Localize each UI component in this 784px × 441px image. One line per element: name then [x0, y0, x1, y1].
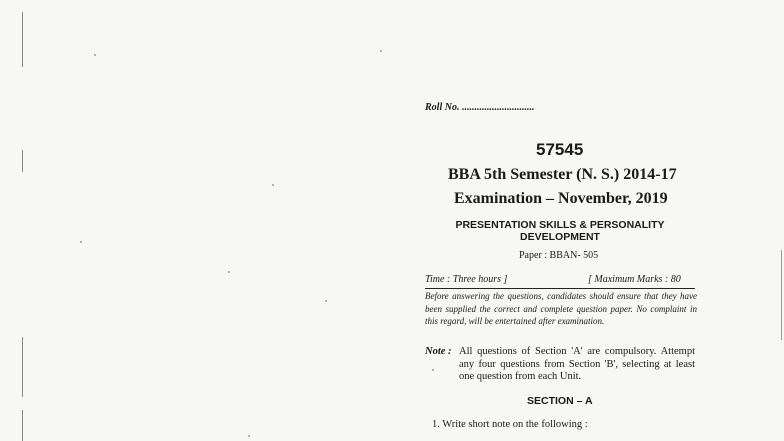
paper-code: 57545	[536, 140, 584, 159]
scan-edge-line	[22, 410, 23, 441]
divider-rule	[425, 288, 695, 289]
section-heading: SECTION – A	[527, 395, 593, 407]
note-text: All questions of Section 'A' are compulsory. Attempt any four questions from Section 'B', selecting at least one question from each Unit.	[459, 346, 695, 382]
maximum-marks: [ Maximum Marks : 80	[588, 274, 681, 285]
scan-speck	[432, 369, 434, 371]
subject-title: PRESENTATION SKILLS & PERSONALITY DEVELOPMENT	[455, 219, 665, 243]
paper-number: Paper : BBAN- 505	[519, 250, 599, 261]
roll-number: Roll No. .............................	[425, 102, 535, 113]
scan-speck	[325, 300, 327, 302]
examination-title: Examination – November, 2019	[454, 190, 668, 207]
scan-speck	[380, 50, 382, 52]
scan-edge-line	[22, 12, 23, 67]
exam-duration: Time : Three hours ]	[425, 274, 508, 285]
scan-speck	[80, 241, 82, 243]
scan-speck	[94, 54, 96, 56]
instructions-text: Before answering the questions, candidates should ensure that they have been supplied the correct and complete question paper. No complaint in this regard, will be entertained after examination.	[425, 291, 697, 326]
scan-edge-line	[22, 337, 23, 397]
scan-edge-line	[22, 150, 23, 172]
scan-edge-line	[781, 250, 782, 340]
semester-title: BBA 5th Semester (N. S.) 2014-17	[448, 166, 677, 183]
question-1: 1. Write short note on the following :	[432, 419, 588, 430]
scan-speck	[228, 271, 230, 273]
scan-speck	[248, 435, 250, 437]
note-label: Note :	[425, 346, 452, 357]
scan-speck	[272, 184, 274, 186]
